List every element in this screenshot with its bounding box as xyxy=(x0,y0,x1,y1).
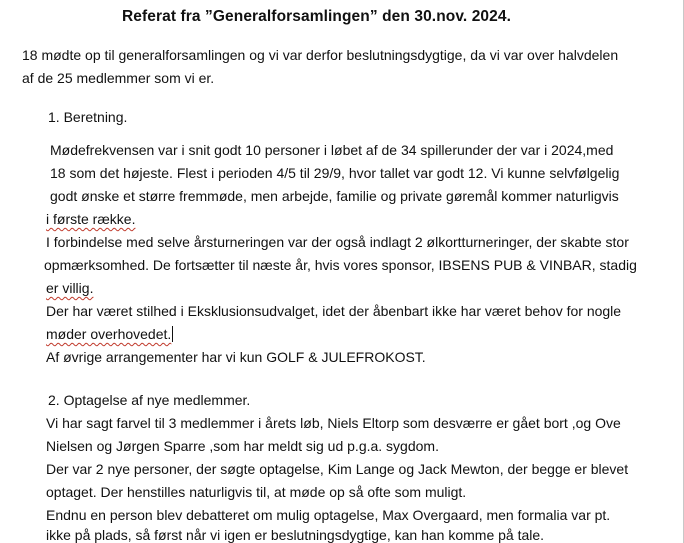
text-cursor xyxy=(172,326,173,342)
section-1-line-7: er villig. xyxy=(46,280,94,296)
section-1-line-8: Der har været stilhed i Eksklusionsudvalget, idet der åbenbart ikke har været behov for nogle xyxy=(46,303,622,319)
section-2-heading: 2. Optagelse af nye medlemmer. xyxy=(48,392,251,408)
section-1-line-4: i første række. xyxy=(46,211,136,227)
section-1-line-1: Mødefrekvensen var i snit godt 10 personer i løbet af de 34 spillerunder der var i 2024,med xyxy=(50,142,614,158)
section-1-line-10: Af øvrige arrangementer har vi kun GOLF & JULEFROKOST. xyxy=(46,349,426,365)
section-1-line-6: opmærksomhed. De fortsætter til næste år, hvis vores sponsor, IBSENS PUB & VINBAR, stadig xyxy=(44,257,637,273)
section-1-line-3: godt ønske et større fremmøde, men arbejde, familie og private gøremål kommer naturligvis xyxy=(50,188,619,204)
section-2-line-5: Endnu en person blev debatteret om mulig optagelse, Max Overgaard, men formalia var pt. xyxy=(46,507,611,523)
intro-line-1: 18 mødte op til generalforsamlingen og vi var derfor beslutningsdygtige, da vi var over halvdelen xyxy=(22,47,619,63)
section-2-line-2: Nielsen og Jørgen Sparre ,som har meldt sig ud p.g.a. sygdom. xyxy=(46,438,439,454)
section-2-line-6: ikke på plads, så først når vi igen er beslutningsdygtige, kan han komme på tale. xyxy=(46,527,545,543)
section-2-line-4: optaget. Der henstilles naturligvis til, at møde op så ofte som muligt. xyxy=(46,484,467,500)
section-1-heading: 1. Beretning. xyxy=(48,109,128,125)
section-1-line-5: I forbindelse med selve årsturneringen var der også indlagt 2 ølkortturneringer, der skabte stor xyxy=(46,234,629,250)
section-1-line-2: 18 som det højeste. Flest i perioden 4/5 til 29/9, hvor tallet var godt 12. Vi kunne selvfølgelig xyxy=(50,165,620,181)
section-2-line-3: Der var 2 nye personer, der søgte optagelse, Kim Lange og Jack Mewton, der begge er blevet xyxy=(46,461,629,477)
document-title: Referat fra ”Generalforsamlingen” den 30.nov. 2024. xyxy=(122,8,512,25)
section-1-line-9 xyxy=(46,325,173,343)
intro-line-2: af de 25 medlemmer som vi er. xyxy=(22,70,215,86)
section-1-line-9-text: møder overhovedet. xyxy=(46,326,172,342)
section-2-line-1: Vi har sagt farvel til 3 medlemmer i årets løb, Niels Eltorp som desværre er gået bort ,og Ove xyxy=(46,415,621,431)
